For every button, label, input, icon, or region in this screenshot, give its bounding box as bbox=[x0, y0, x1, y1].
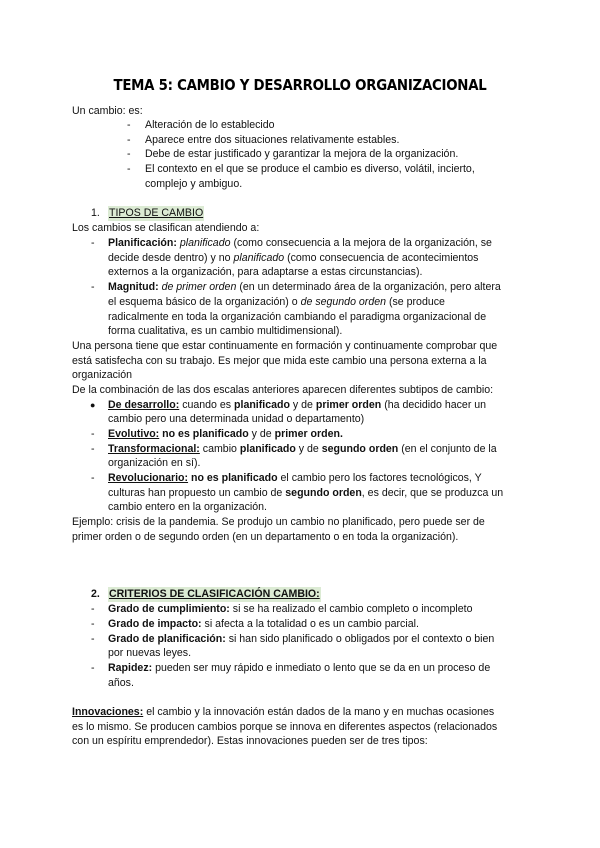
dash-marker: - bbox=[91, 237, 95, 249]
desarrollo-line: De desarrollo: cuando es planificado y de primer orden (ha decidido hacer un bbox=[108, 399, 487, 411]
planificacion-line: externos a la organización, para adaptarse a estas circunstancias). bbox=[108, 266, 423, 278]
transformacional-line: organización en sí). bbox=[108, 457, 201, 469]
page-title: TEMA 5: CAMBIO Y DESARROLLO ORGANIZACIONAL bbox=[113, 76, 487, 94]
bullet-marker: ● bbox=[90, 400, 96, 410]
example-line: primer orden o de segundo orden (en un departamento o en toda la organización). bbox=[72, 531, 459, 543]
magnitud-line: el esquema básico de la organización) o de segundo orden (se produce bbox=[108, 296, 445, 308]
dash-marker: - bbox=[127, 119, 131, 131]
paragraph-line: De la combinación de las dos escalas anteriores aparecen diferentes subtipos de cambio: bbox=[72, 384, 494, 396]
planificacion-line: decide desde dentro) y no planificado (como consecuencia de acontecimientos bbox=[108, 252, 479, 264]
example-line: Ejemplo: crisis de la pandemia. Se produjo un cambio no planificado, pero puede ser de bbox=[72, 516, 485, 528]
dash-marker: - bbox=[91, 281, 95, 293]
criteria-item-cont: por nuevas leyes. bbox=[108, 647, 192, 659]
term-label: Magnitud: bbox=[108, 281, 159, 293]
criteria-item-cont: años. bbox=[108, 677, 134, 689]
paragraph-line: organización bbox=[72, 369, 133, 381]
term-label: Evolutivo: bbox=[108, 428, 160, 440]
dash-marker: - bbox=[127, 148, 131, 160]
term-label: Rapidez: bbox=[108, 662, 153, 674]
dash-marker: - bbox=[91, 603, 95, 615]
magnitud-line: Magnitud: de primer orden (en un determinado área de la organización, pero altera bbox=[108, 281, 501, 293]
section-heading: CRITERIOS DE CLASIFICACIÓN CAMBIO: bbox=[109, 588, 320, 600]
dash-marker: - bbox=[91, 633, 95, 645]
section-heading: TIPOS DE CAMBIO bbox=[109, 207, 204, 219]
criteria-item: Grado de planificación: si han sido planificado o obligados por el contexto o bien bbox=[108, 633, 495, 645]
dash-marker: - bbox=[127, 163, 131, 175]
dash-marker: - bbox=[91, 443, 95, 455]
planificacion-line: Planificación: planificado (como consecuencia a la mejora de la organización, se bbox=[108, 237, 492, 249]
revolucionario-line: culturas han propuesto un cambio de segundo orden, es decir, que se produzca un bbox=[108, 487, 504, 499]
paragraph-line: Una persona tiene que estar continuamente en formación y continuamente comprobar que bbox=[72, 340, 498, 352]
section-number: 2. bbox=[91, 588, 100, 600]
dash-marker: - bbox=[91, 662, 95, 674]
criteria-item: Grado de impacto: si afecta a la totalidad o es un cambio parcial. bbox=[108, 618, 419, 630]
intro-item: Aparece entre dos situaciones relativamente estables. bbox=[145, 134, 400, 146]
term-label: Transformacional: bbox=[108, 443, 200, 455]
innovaciones-line: con un espíritu emprendedor). Estas innovaciones pueden ser de tres tipos: bbox=[72, 735, 428, 747]
dash-marker: - bbox=[91, 428, 95, 440]
innovaciones-line: es lo mismo. Se producen cambios porque se innova en diferentes aspectos (relacionados bbox=[72, 721, 498, 733]
term-label: Planificación: bbox=[108, 237, 177, 249]
paragraph-line: está satisfecha con su trabajo. Es mejor que mida este cambio una persona externa a la bbox=[72, 355, 487, 367]
dash-marker: - bbox=[91, 472, 95, 484]
revolucionario-line: Revolucionario: no es planificado el cambio pero los factores tecnológicos, Y bbox=[108, 472, 482, 484]
term-label: Grado de cumplimiento: bbox=[108, 603, 230, 615]
innovaciones-line: Innovaciones: el cambio y la innovación están dados de la mano y en muchas ocasiones bbox=[72, 706, 495, 718]
section-lead: Los cambios se clasifican atendiendo a: bbox=[72, 222, 260, 234]
desarrollo-line: cambio pero una determinada unidad o departamento) bbox=[108, 413, 365, 425]
criteria-item: Rapidez: pueden ser muy rápido e inmediato o lento que se da en un proceso de bbox=[108, 662, 491, 674]
intro-item: complejo y ambiguo. bbox=[145, 178, 243, 190]
revolucionario-line: cambio entero en la organización. bbox=[108, 501, 268, 513]
dash-marker: - bbox=[127, 134, 131, 146]
criteria-item: Grado de cumplimiento: si se ha realizado el cambio completo o incompleto bbox=[108, 603, 473, 615]
intro-item: El contexto en el que se produce el cambio es diverso, volátil, incierto, bbox=[145, 163, 475, 175]
magnitud-line: forma cualitativa, es un cambio multidimensional). bbox=[108, 325, 343, 337]
term-label: Grado de impacto: bbox=[108, 618, 202, 630]
term-label: Innovaciones: bbox=[72, 706, 144, 718]
term-label: De desarrollo: bbox=[108, 399, 180, 411]
intro-item: Debe de estar justificado y garantizar la mejora de la organización. bbox=[145, 148, 459, 160]
section-number: 1. bbox=[91, 207, 100, 219]
term-label: Grado de planificación: bbox=[108, 633, 226, 645]
intro-lead: Un cambio: es: bbox=[72, 105, 143, 117]
dash-marker: - bbox=[91, 618, 95, 630]
evolutivo-line: Evolutivo: no es planificado y de primer orden. bbox=[108, 428, 343, 440]
term-label: Revolucionario: bbox=[108, 472, 189, 484]
intro-item: Alteración de lo establecido bbox=[145, 119, 275, 131]
transformacional-line: Transformacional: cambio planificado y de segundo orden (en el conjunto de la bbox=[108, 443, 497, 455]
magnitud-line: radicalmente en toda la organización cambiando el paradigma organizacional de bbox=[108, 311, 487, 323]
